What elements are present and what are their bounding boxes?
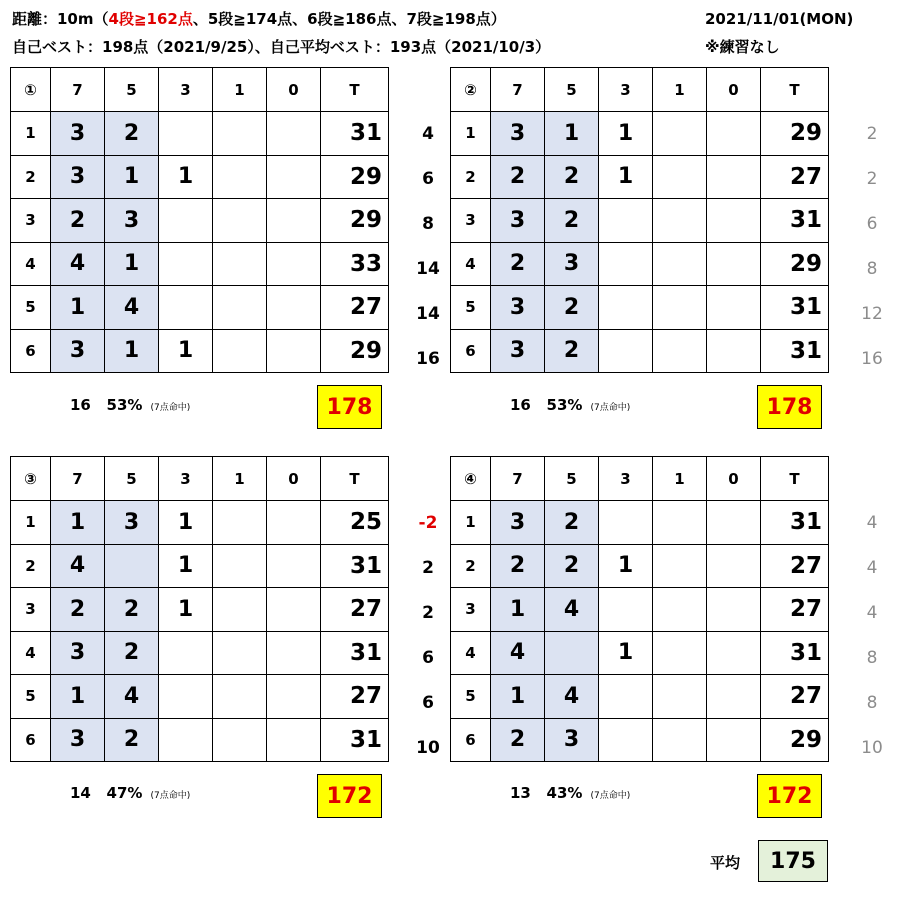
hit-percent: 43% <box>546 784 583 802</box>
count-3: 1 <box>599 631 653 675</box>
count-3 <box>599 329 653 373</box>
count-0 <box>707 242 761 286</box>
count-3: 1 <box>599 112 653 156</box>
count-5: 3 <box>545 718 599 762</box>
count-1 <box>213 544 267 588</box>
cumulative-diff: 2 <box>422 603 434 623</box>
count-5: 2 <box>105 718 159 762</box>
table-row <box>11 286 389 330</box>
hit-summary <box>510 396 630 414</box>
count-1 <box>653 155 707 199</box>
col-header: T <box>321 457 389 501</box>
col-header: 0 <box>707 457 761 501</box>
cumulative-diff: 2 <box>866 124 878 144</box>
count-0 <box>267 155 321 199</box>
row-number: 3 <box>11 199 51 243</box>
count-7: 3 <box>51 631 105 675</box>
count-3: 1 <box>599 155 653 199</box>
table-row <box>11 242 389 286</box>
cumulative-diff: -2 <box>418 513 438 533</box>
table-row <box>11 631 389 675</box>
count-5: 2 <box>545 329 599 373</box>
cumulative-diff: 6 <box>422 169 434 189</box>
row-total: 31 <box>321 112 389 156</box>
count-5: 2 <box>545 544 599 588</box>
row-total: 27 <box>761 675 829 719</box>
table-row <box>451 718 829 762</box>
col-header: T <box>321 68 389 112</box>
count-5: 4 <box>545 588 599 632</box>
row-total: 25 <box>321 501 389 545</box>
count-1 <box>653 286 707 330</box>
count-3 <box>599 242 653 286</box>
count-3 <box>599 718 653 762</box>
count-3 <box>159 675 213 719</box>
table-row <box>451 155 829 199</box>
row-number: 6 <box>11 718 51 762</box>
row-total: 31 <box>761 199 829 243</box>
col-header: 5 <box>105 68 159 112</box>
count-3 <box>159 286 213 330</box>
count-5: 4 <box>545 675 599 719</box>
row-number: 1 <box>11 112 51 156</box>
cumulative-diff: 10 <box>861 738 883 758</box>
count-7: 1 <box>51 675 105 719</box>
cumulative-diff: 2 <box>866 169 878 189</box>
count-7: 4 <box>51 242 105 286</box>
count-3: 1 <box>159 155 213 199</box>
count-0 <box>267 286 321 330</box>
row-total: 27 <box>321 286 389 330</box>
count-3: 1 <box>159 329 213 373</box>
row-number: 3 <box>11 588 51 632</box>
col-header: 7 <box>491 68 545 112</box>
count-5: 2 <box>545 501 599 545</box>
row-number: 1 <box>451 501 491 545</box>
col-header: 0 <box>267 68 321 112</box>
count-7: 3 <box>491 199 545 243</box>
row-total: 31 <box>321 718 389 762</box>
personal-best-line: 自己ベスト：198点（2021/9/25）、自己平均ベスト：193点（2021/10/3） <box>12 38 551 56</box>
count-7: 2 <box>491 718 545 762</box>
count-1 <box>653 588 707 632</box>
table-row <box>451 501 829 545</box>
cumulative-diff: 6 <box>422 693 434 713</box>
cumulative-diff: 2 <box>422 558 434 578</box>
count-3 <box>159 112 213 156</box>
count-7: 4 <box>51 544 105 588</box>
hit-percent: 53% <box>106 396 143 414</box>
col-header: 7 <box>51 68 105 112</box>
row-total: 33 <box>321 242 389 286</box>
col-header: 5 <box>545 68 599 112</box>
count-7: 3 <box>51 329 105 373</box>
row-total: 31 <box>761 329 829 373</box>
count-5: 2 <box>545 155 599 199</box>
count-7: 3 <box>491 112 545 156</box>
count-5: 2 <box>105 588 159 632</box>
col-header: 7 <box>51 457 105 501</box>
count-0 <box>707 501 761 545</box>
count-3 <box>159 199 213 243</box>
table-row <box>11 112 389 156</box>
row-total: 29 <box>321 199 389 243</box>
table-row <box>11 199 389 243</box>
distance-label: 距離：10m（ <box>12 10 109 28</box>
count-0 <box>267 631 321 675</box>
cumulative-diff: 8 <box>866 259 878 279</box>
distance-and-ranks-line <box>12 8 506 29</box>
count-0 <box>267 544 321 588</box>
count-0 <box>707 286 761 330</box>
col-header: T <box>761 68 829 112</box>
count-1 <box>653 631 707 675</box>
row-total: 29 <box>321 155 389 199</box>
row-total: 27 <box>321 588 389 632</box>
table-row <box>11 329 389 373</box>
cumulative-diff: 16 <box>861 349 883 369</box>
count-3 <box>599 675 653 719</box>
count-5: 1 <box>105 329 159 373</box>
count-5: 2 <box>105 631 159 675</box>
round-label: ③ <box>11 457 51 501</box>
hit-count: 13 <box>510 784 531 802</box>
row-number: 4 <box>451 242 491 286</box>
count-7: 3 <box>491 501 545 545</box>
count-0 <box>707 329 761 373</box>
count-7: 3 <box>51 112 105 156</box>
hit-summary <box>510 784 630 802</box>
count-3 <box>599 588 653 632</box>
count-0 <box>707 631 761 675</box>
row-number: 2 <box>11 544 51 588</box>
col-header: 7 <box>491 457 545 501</box>
table-row <box>11 501 389 545</box>
count-1 <box>213 718 267 762</box>
cumulative-diff: 8 <box>866 648 878 668</box>
count-7: 2 <box>491 155 545 199</box>
count-0 <box>267 242 321 286</box>
hit-note: (7点命中) <box>150 403 191 413</box>
count-5: 2 <box>105 112 159 156</box>
count-1 <box>213 112 267 156</box>
row-number: 3 <box>451 199 491 243</box>
count-0 <box>267 718 321 762</box>
count-7: 3 <box>491 286 545 330</box>
row-number: 4 <box>11 242 51 286</box>
count-1 <box>213 199 267 243</box>
hit-summary <box>70 396 190 414</box>
rank4-threshold: 4段≧162点 <box>108 10 193 28</box>
count-0 <box>267 675 321 719</box>
count-7: 1 <box>491 588 545 632</box>
row-number: 2 <box>451 155 491 199</box>
hit-percent: 47% <box>106 784 143 802</box>
row-total: 27 <box>761 544 829 588</box>
count-5: 4 <box>105 675 159 719</box>
col-header: 1 <box>213 68 267 112</box>
average-label: 平均 <box>710 854 741 872</box>
count-1 <box>213 155 267 199</box>
count-0 <box>707 675 761 719</box>
row-total: 29 <box>761 112 829 156</box>
row-number: 6 <box>11 329 51 373</box>
count-7: 2 <box>491 242 545 286</box>
count-5: 4 <box>105 286 159 330</box>
count-0 <box>707 588 761 632</box>
count-1 <box>653 544 707 588</box>
count-7: 3 <box>51 155 105 199</box>
col-header: 5 <box>105 457 159 501</box>
round-label: ① <box>11 68 51 112</box>
cumulative-diff: 14 <box>416 304 440 324</box>
count-5: 2 <box>545 199 599 243</box>
count-5 <box>105 544 159 588</box>
count-1 <box>213 501 267 545</box>
rank-thresholds: 、5段≧174点、6段≧186点、7段≧198点） <box>192 10 506 28</box>
cumulative-diff: 10 <box>416 738 440 758</box>
count-5: 1 <box>545 112 599 156</box>
hit-note: (7点命中) <box>150 791 191 801</box>
table-row <box>451 588 829 632</box>
col-header: 1 <box>213 457 267 501</box>
col-header: 1 <box>653 68 707 112</box>
row-number: 2 <box>451 544 491 588</box>
count-0 <box>267 112 321 156</box>
count-1 <box>213 329 267 373</box>
col-header: 0 <box>267 457 321 501</box>
row-number: 1 <box>11 501 51 545</box>
col-header: T <box>761 457 829 501</box>
hit-count: 14 <box>70 784 91 802</box>
cumulative-diff: 14 <box>416 259 440 279</box>
row-number: 5 <box>451 286 491 330</box>
table-row <box>451 199 829 243</box>
count-1 <box>213 286 267 330</box>
table-row <box>11 675 389 719</box>
count-5 <box>545 631 599 675</box>
cumulative-diff: 8 <box>422 214 434 234</box>
row-number: 5 <box>11 675 51 719</box>
count-7: 4 <box>491 631 545 675</box>
count-1 <box>213 242 267 286</box>
count-0 <box>707 718 761 762</box>
count-3 <box>599 501 653 545</box>
cumulative-diff: 8 <box>866 693 878 713</box>
count-5: 1 <box>105 155 159 199</box>
count-3 <box>599 286 653 330</box>
count-1 <box>653 112 707 156</box>
count-5: 3 <box>105 199 159 243</box>
row-total: 27 <box>321 675 389 719</box>
cumulative-diff: 6 <box>422 648 434 668</box>
round-total: 178 <box>757 385 822 429</box>
count-1 <box>653 718 707 762</box>
row-total: 31 <box>761 286 829 330</box>
average-value: 175 <box>758 840 828 882</box>
row-total: 31 <box>761 501 829 545</box>
hit-percent: 53% <box>546 396 583 414</box>
count-1 <box>653 199 707 243</box>
table-row <box>11 544 389 588</box>
count-7: 2 <box>51 199 105 243</box>
count-1 <box>653 675 707 719</box>
row-total: 31 <box>321 631 389 675</box>
col-header: 1 <box>653 457 707 501</box>
round-label: ② <box>451 68 491 112</box>
count-3 <box>599 199 653 243</box>
count-7: 1 <box>51 286 105 330</box>
count-5: 3 <box>545 242 599 286</box>
date-label: 2021/11/01(MON) <box>705 10 854 28</box>
count-3 <box>159 718 213 762</box>
count-3: 1 <box>159 588 213 632</box>
count-0 <box>267 199 321 243</box>
col-header: 3 <box>599 68 653 112</box>
count-1 <box>213 588 267 632</box>
hit-count: 16 <box>510 396 531 414</box>
hit-summary <box>70 784 190 802</box>
hit-note: (7点命中) <box>590 403 631 413</box>
round-total: 172 <box>317 774 382 818</box>
count-3 <box>159 631 213 675</box>
cumulative-diff: 6 <box>866 214 878 234</box>
count-7: 1 <box>51 501 105 545</box>
count-3: 1 <box>599 544 653 588</box>
count-0 <box>707 155 761 199</box>
count-5: 2 <box>545 286 599 330</box>
row-total: 31 <box>321 544 389 588</box>
row-number: 6 <box>451 718 491 762</box>
count-1 <box>213 675 267 719</box>
count-0 <box>707 544 761 588</box>
row-total: 27 <box>761 155 829 199</box>
table-row <box>451 286 829 330</box>
cumulative-diff: 4 <box>866 513 878 533</box>
count-7: 2 <box>491 544 545 588</box>
row-number: 4 <box>11 631 51 675</box>
count-1 <box>213 631 267 675</box>
cumulative-diff: 4 <box>866 603 878 623</box>
row-number: 5 <box>451 675 491 719</box>
row-number: 2 <box>11 155 51 199</box>
count-0 <box>267 501 321 545</box>
row-total: 31 <box>761 631 829 675</box>
cumulative-diff: 4 <box>422 124 434 144</box>
table-row <box>11 155 389 199</box>
round-label: ④ <box>451 457 491 501</box>
count-0 <box>267 329 321 373</box>
count-7: 3 <box>491 329 545 373</box>
cumulative-diff: 4 <box>866 558 878 578</box>
row-total: 29 <box>321 329 389 373</box>
count-1 <box>653 329 707 373</box>
hit-note: (7点命中) <box>590 791 631 801</box>
round-1-table <box>10 67 389 373</box>
round-total: 178 <box>317 385 382 429</box>
count-5: 1 <box>105 242 159 286</box>
col-header: 3 <box>599 457 653 501</box>
round-3-table <box>10 456 389 762</box>
table-row <box>451 544 829 588</box>
count-5: 3 <box>105 501 159 545</box>
col-header: 3 <box>159 68 213 112</box>
count-1 <box>653 501 707 545</box>
count-7: 3 <box>51 718 105 762</box>
count-1 <box>653 242 707 286</box>
cumulative-diff: 16 <box>416 349 440 369</box>
count-3 <box>159 242 213 286</box>
table-row <box>451 329 829 373</box>
table-row <box>451 631 829 675</box>
col-header: 3 <box>159 457 213 501</box>
round-2-table <box>450 67 829 373</box>
count-0 <box>707 199 761 243</box>
row-number: 5 <box>11 286 51 330</box>
row-total: 29 <box>761 718 829 762</box>
hit-count: 16 <box>70 396 91 414</box>
count-3: 1 <box>159 501 213 545</box>
count-0 <box>267 588 321 632</box>
row-number: 6 <box>451 329 491 373</box>
col-header: 5 <box>545 457 599 501</box>
row-total: 27 <box>761 588 829 632</box>
table-row <box>11 588 389 632</box>
round-total: 172 <box>757 774 822 818</box>
count-3: 1 <box>159 544 213 588</box>
table-row <box>451 675 829 719</box>
table-row <box>451 112 829 156</box>
row-total: 29 <box>761 242 829 286</box>
count-0 <box>707 112 761 156</box>
col-header: 0 <box>707 68 761 112</box>
count-7: 1 <box>491 675 545 719</box>
row-number: 1 <box>451 112 491 156</box>
practice-note: ※練習なし <box>705 38 780 56</box>
table-row <box>11 718 389 762</box>
count-7: 2 <box>51 588 105 632</box>
cumulative-diff: 12 <box>861 304 883 324</box>
row-number: 3 <box>451 588 491 632</box>
row-number: 4 <box>451 631 491 675</box>
round-4-table <box>450 456 829 762</box>
table-row <box>451 242 829 286</box>
